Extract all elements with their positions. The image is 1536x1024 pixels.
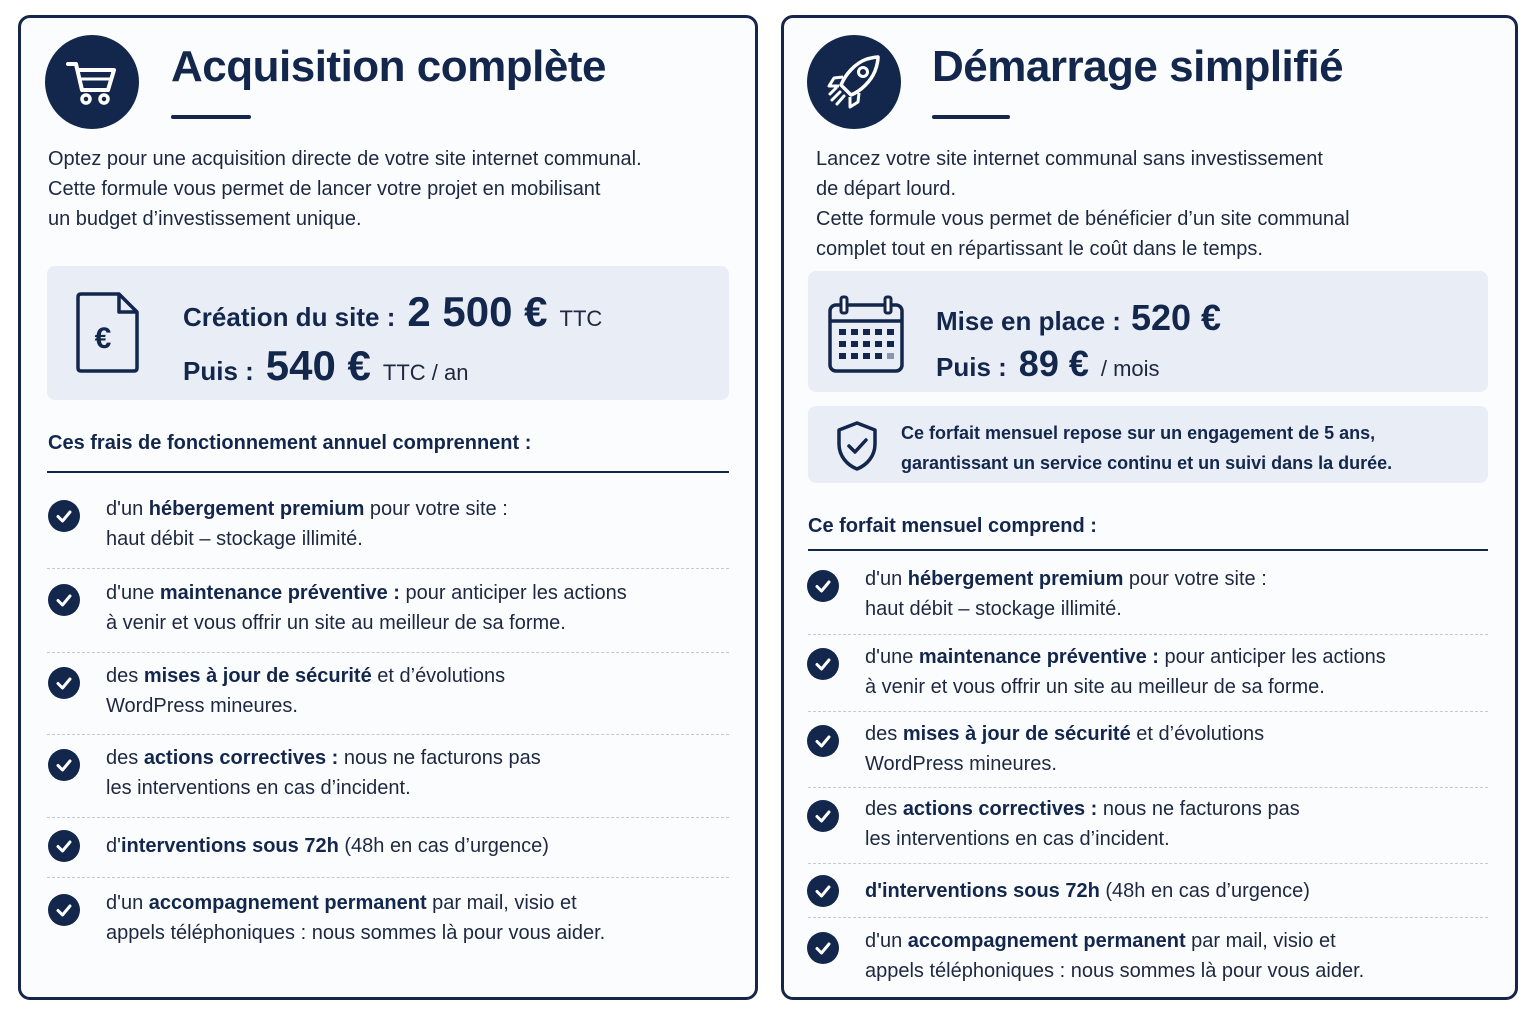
feature-text xyxy=(865,926,1364,986)
feature-highlight: accompagnement permanent xyxy=(148,892,427,914)
feature-separator xyxy=(47,877,729,878)
feature-text xyxy=(865,794,1300,854)
feature-highlight: actions correctives : xyxy=(143,747,339,769)
price-line-recurring xyxy=(936,343,1160,385)
note-text xyxy=(901,418,1392,478)
price-value: 2 500 € xyxy=(407,288,548,335)
feature-suffix: et d’évolutions xyxy=(1130,723,1265,745)
feature-text xyxy=(106,831,549,861)
feature-text xyxy=(106,888,605,948)
feature-text xyxy=(106,494,508,554)
check-icon xyxy=(807,648,839,680)
feature-suffix: par mail, visio et xyxy=(426,892,577,914)
feature-separator xyxy=(808,787,1488,788)
price-line-recurring xyxy=(183,342,468,390)
feature-suffix: pour anticiper les actions xyxy=(399,582,627,604)
note-line: Ce forfait mensuel repose sur un engagement de 5 ans, xyxy=(901,423,1376,443)
feature-prefix: des xyxy=(106,747,144,769)
feature-suffix: (48h en cas d’urgence) xyxy=(1099,880,1310,902)
section-title: Ces frais de fonctionnement annuel comprennent : xyxy=(48,432,532,454)
price-value: 520 € xyxy=(1130,297,1222,338)
feature-line: haut débit – stockage illimité. xyxy=(106,528,363,550)
feature-text xyxy=(865,876,1310,906)
feature-prefix: d'un xyxy=(106,498,149,520)
feature-separator xyxy=(808,711,1488,712)
feature-suffix: nous ne facturons pas xyxy=(338,747,541,769)
feature-separator xyxy=(808,917,1488,918)
euro-document-icon xyxy=(75,290,141,374)
feature-line: à venir et vous offrir un site au meilleur de sa forme. xyxy=(865,676,1325,698)
feature-separator xyxy=(808,634,1488,635)
price-value: 89 € xyxy=(1018,343,1089,384)
check-icon xyxy=(48,894,80,926)
feature-line xyxy=(865,564,1267,594)
feature-suffix: (48h en cas d’urgence) xyxy=(338,835,549,857)
price-box xyxy=(808,271,1488,392)
feature-highlight: actions correctives : xyxy=(902,798,1098,820)
feature-suffix: pour votre site : xyxy=(364,498,508,520)
feature-line: haut débit – stockage illimité. xyxy=(865,598,1122,620)
feature-highlight: hébergement premium xyxy=(907,568,1124,590)
check-icon xyxy=(48,500,80,532)
svg-text:€: € xyxy=(94,322,112,355)
feature-text xyxy=(865,642,1386,702)
feature-suffix: et d’évolutions xyxy=(371,665,506,687)
intro-line: Cette formule vous permet de lancer votre projet en mobilisant xyxy=(48,178,601,200)
shield-check-icon xyxy=(834,420,880,472)
check-icon xyxy=(807,800,839,832)
price-line-creation xyxy=(183,288,602,336)
feature-text xyxy=(106,578,627,638)
feature-line xyxy=(106,888,605,918)
feature-line: les interventions en cas d’incident. xyxy=(106,777,411,799)
feature-separator xyxy=(47,734,729,735)
feature-suffix: nous ne facturons pas xyxy=(1097,798,1300,820)
section-rule xyxy=(47,471,729,473)
intro-line: complet tout en répartissant le coût dans le temps. xyxy=(816,238,1263,260)
feature-highlight: d'interventions sous 72h xyxy=(865,880,1100,902)
calendar-icon xyxy=(827,295,905,375)
feature-prefix: d'un xyxy=(865,568,908,590)
feature-text xyxy=(106,743,541,803)
feature-prefix: d'un xyxy=(106,892,149,914)
feature-line xyxy=(106,494,508,524)
price-unit: / mois xyxy=(1100,356,1160,381)
feature-text xyxy=(865,564,1267,624)
feature-highlight: mises à jour de sécurité xyxy=(143,665,372,687)
card-intro xyxy=(48,144,642,234)
feature-line xyxy=(106,743,541,773)
rocket-icon xyxy=(823,51,885,113)
feature-line xyxy=(865,926,1364,956)
intro-line: Cette formule vous permet de bénéficier d’un site communal xyxy=(816,208,1350,230)
rocket-icon-badge xyxy=(807,35,901,129)
price-label: Puis : xyxy=(936,352,1007,382)
feature-line: appels téléphoniques : nous sommes là pour vous aider. xyxy=(106,922,606,944)
feature-separator xyxy=(47,652,729,653)
card-intro xyxy=(816,144,1350,264)
feature-prefix: des xyxy=(106,665,144,687)
feature-highlight: maintenance préventive : xyxy=(159,582,400,604)
intro-line: Lancez votre site internet communal sans investissement xyxy=(816,148,1323,170)
offer-card-acquisition xyxy=(18,15,758,1000)
price-unit: TTC / an xyxy=(382,360,469,385)
feature-line xyxy=(865,719,1264,749)
feature-line: les interventions en cas d’incident. xyxy=(865,828,1170,850)
feature-suffix: par mail, visio et xyxy=(1185,930,1336,952)
feature-line: appels téléphoniques : nous sommes là pour vous aider. xyxy=(865,960,1365,982)
feature-suffix: pour votre site : xyxy=(1123,568,1267,590)
cart-icon xyxy=(62,52,122,112)
check-icon xyxy=(48,749,80,781)
feature-separator xyxy=(808,863,1488,864)
feature-separator xyxy=(47,568,729,569)
intro-line: de départ lourd. xyxy=(816,178,957,200)
feature-prefix: d'une xyxy=(865,646,919,668)
feature-prefix: des xyxy=(865,798,903,820)
section-title: Ce forfait mensuel comprend : xyxy=(808,515,1097,537)
price-unit: TTC xyxy=(559,306,603,331)
feature-line: WordPress mineures. xyxy=(865,753,1057,775)
price-label: Puis : xyxy=(183,356,254,386)
feature-line: à venir et vous offrir un site au meilleur de sa forme. xyxy=(106,612,566,634)
cart-icon-badge xyxy=(45,35,139,129)
title-underline xyxy=(171,115,251,119)
price-label: Mise en place : xyxy=(936,306,1121,336)
price-value: 540 € xyxy=(265,342,371,389)
note-line: garantissant un service continu et un suivi dans la durée. xyxy=(901,453,1393,473)
feature-line xyxy=(865,794,1300,824)
check-icon xyxy=(807,570,839,602)
feature-highlight: mises à jour de sécurité xyxy=(902,723,1131,745)
check-icon xyxy=(807,875,839,907)
section-rule xyxy=(808,549,1488,551)
check-icon xyxy=(48,830,80,862)
price-box xyxy=(47,266,729,400)
feature-line xyxy=(865,876,1310,906)
intro-line: Optez pour une acquisition directe de votre site internet communal. xyxy=(48,148,642,170)
feature-prefix: d' xyxy=(106,835,121,857)
check-icon xyxy=(48,584,80,616)
feature-line: WordPress mineures. xyxy=(106,695,298,717)
price-line-setup xyxy=(936,297,1221,339)
engagement-note xyxy=(808,406,1488,483)
feature-suffix: pour anticiper les actions xyxy=(1158,646,1386,668)
feature-text xyxy=(865,719,1264,779)
card-title: Démarrage simplifié xyxy=(932,42,1344,91)
feature-highlight: interventions sous 72h xyxy=(120,835,339,857)
feature-line xyxy=(106,661,505,691)
card-title: Acquisition complète xyxy=(171,42,606,91)
title-underline xyxy=(932,115,1010,119)
feature-line xyxy=(865,642,1386,672)
price-label: Création du site : xyxy=(183,302,396,332)
feature-highlight: hébergement premium xyxy=(148,498,365,520)
check-icon xyxy=(807,725,839,757)
feature-separator xyxy=(47,817,729,818)
feature-prefix: des xyxy=(865,723,903,745)
feature-prefix: d'une xyxy=(106,582,160,604)
feature-line xyxy=(106,831,549,861)
feature-highlight: accompagnement permanent xyxy=(907,930,1186,952)
feature-highlight: maintenance préventive : xyxy=(918,646,1159,668)
check-icon xyxy=(48,667,80,699)
feature-line xyxy=(106,578,627,608)
intro-line: un budget d’investissement unique. xyxy=(48,208,362,230)
check-icon xyxy=(807,932,839,964)
feature-text xyxy=(106,661,505,721)
offer-card-demarrage xyxy=(781,15,1518,1000)
feature-prefix: d'un xyxy=(865,930,908,952)
